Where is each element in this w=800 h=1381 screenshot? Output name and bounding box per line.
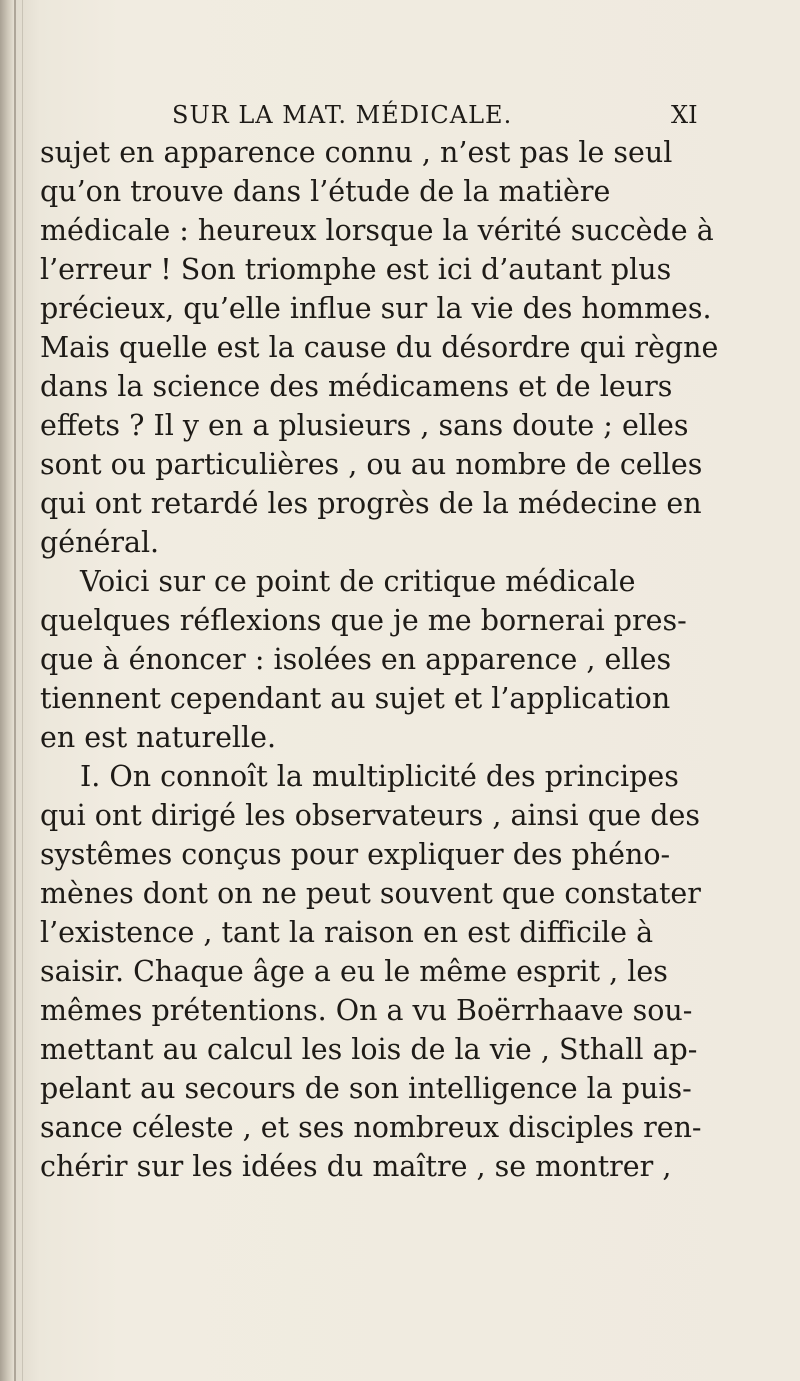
text-line: précieux, qu’elle influe sur la vie des hommes.: [40, 292, 712, 325]
running-head: SUR LA MAT. MÉDICALE.: [172, 101, 513, 129]
text-line: tiennent cependant au sujet et l’application: [40, 682, 671, 715]
text-line: dans la science des médicamens et de leurs: [40, 370, 673, 403]
text-line: chérir sur les idées du maître , se montrer ,: [40, 1150, 672, 1183]
text-line: qui ont dirigé les observateurs , ainsi que des: [40, 799, 700, 832]
text-line: mettant au calcul les lois de la vie , Sthall ap-: [40, 1033, 698, 1066]
text-line: effets ? Il y en a plusieurs , sans doute ; elles: [40, 409, 689, 442]
text-line: médicale : heureux lorsque la vérité succède à: [40, 214, 714, 247]
page-spine: [0, 0, 14, 1381]
page-header: [0, 101, 800, 137]
text-line: pelant au secours de son intelligence la puis-: [40, 1072, 692, 1105]
text-line: qu’on trouve dans l’étude de la matière: [40, 175, 611, 208]
text-line: sont ou particulières , ou au nombre de celles: [40, 448, 703, 481]
text-line: saisir. Chaque âge a eu le même esprit , les: [40, 955, 668, 988]
text-line: que à énoncer : isolées en apparence , elles: [40, 643, 672, 676]
paragraph-start-line: Voici sur ce point de critique médicale: [80, 565, 636, 598]
text-line: quelques réflexions que je me bornerai pres-: [40, 604, 687, 637]
text-line: sujet en apparence connu , n’est pas le seul: [40, 136, 673, 169]
text-line: mènes dont on ne peut souvent que constater: [40, 877, 701, 910]
spine-shadow-faint: [22, 0, 23, 1381]
text-line: l’erreur ! Son triomphe est ici d’autant plus: [40, 253, 672, 286]
body-text: [40, 133, 780, 1186]
spine-shadow: [14, 0, 16, 1381]
text-line: qui ont retardé les progrès de la médecine en: [40, 487, 702, 520]
text-line: mêmes prétentions. On a vu Boërrhaave sou-: [40, 994, 693, 1027]
text-line: sance céleste , et ses nombreux disciples ren-: [40, 1111, 702, 1144]
text-line: général.: [40, 526, 160, 559]
text-line: systêmes conçus pour expliquer des phéno-: [40, 838, 671, 871]
paragraph-start-line: I. On connoît la multiplicité des principes: [80, 760, 679, 793]
text-line: Mais quelle est la cause du désordre qui règne: [40, 331, 719, 364]
text-line: en est naturelle.: [40, 721, 277, 754]
text-line: l’existence , tant la raison en est difficile à: [40, 916, 654, 949]
page-number: XI: [671, 101, 698, 129]
